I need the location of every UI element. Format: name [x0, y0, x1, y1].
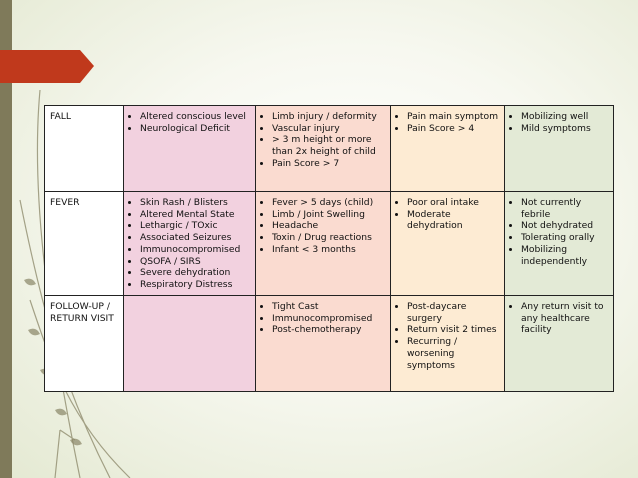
criteria-list [261, 301, 385, 336]
list-item: • Post-daycare surgery [407, 301, 499, 324]
list-item: • Lethargic / TOxic [140, 220, 250, 232]
list-item: • Altered Mental State [140, 209, 250, 221]
triage-criteria-table [44, 105, 614, 392]
list-item: • Mild symptoms [521, 123, 608, 135]
table-cell [256, 296, 391, 392]
row-label: FEVER [45, 192, 124, 296]
list-item: • Altered conscious level [140, 111, 250, 123]
list-item: • Associated Seizures [140, 232, 250, 244]
list-item: • Post-chemotherapy [272, 324, 385, 336]
list-item: • Fever > 5 days (child) [272, 197, 385, 209]
list-item: • Headache [272, 220, 385, 232]
criteria-list [129, 111, 250, 134]
list-item: • Tolerating orally [521, 232, 608, 244]
table-row [45, 106, 614, 192]
criteria-list [396, 301, 499, 371]
table-cell [505, 192, 614, 296]
list-item: • Pain Score > 4 [407, 123, 499, 135]
list-item: • Neurological Deficit [140, 123, 250, 135]
list-item: • Mobilizing independently [521, 244, 608, 267]
row-label: FALL [45, 106, 124, 192]
list-item: • Immunocompromised [140, 244, 250, 256]
table-cell [391, 296, 505, 392]
table-row [45, 296, 614, 392]
list-item: • Respiratory Distress [140, 279, 250, 291]
criteria-list [396, 197, 499, 232]
list-item: • Not dehydrated [521, 220, 608, 232]
criteria-list [510, 197, 608, 267]
list-item: • Infant < 3 months [272, 244, 385, 256]
table-cell [124, 192, 256, 296]
table-cell [505, 106, 614, 192]
list-item: • Recurring / worsening symptoms [407, 336, 499, 371]
list-item: • Mobilizing well [521, 111, 608, 123]
list-item: • Moderate dehydration [407, 209, 499, 232]
list-item: • Severe dehydration [140, 267, 250, 279]
list-item: • Poor oral intake [407, 197, 499, 209]
table-cell [505, 296, 614, 392]
slide-arrow-tab [0, 50, 94, 83]
list-item: • Pain Score > 7 [272, 158, 385, 170]
table-cell [124, 106, 256, 192]
list-item: • > 3 m height or more than 2x height of child [272, 134, 385, 157]
list-item: • Limb injury / deformity [272, 111, 385, 123]
table-cell [391, 192, 505, 296]
table-cell [256, 106, 391, 192]
criteria-list [510, 301, 608, 336]
criteria-list [261, 111, 385, 170]
list-item: • QSOFA / SIRS [140, 256, 250, 268]
list-item: • Immunocompromised [272, 313, 385, 325]
list-item: • Toxin / Drug reactions [272, 232, 385, 244]
table-row [45, 192, 614, 296]
criteria-list [396, 111, 499, 134]
table-cell [124, 296, 256, 392]
list-item: • Not currently febrile [521, 197, 608, 220]
criteria-list [261, 197, 385, 256]
list-item: • Any return visit to any healthcare facility [521, 301, 608, 336]
criteria-list [129, 197, 250, 291]
list-item: • Skin Rash / Blisters [140, 197, 250, 209]
table-cell [256, 192, 391, 296]
list-item: • Return visit 2 times [407, 324, 499, 336]
list-item: • Pain main symptom [407, 111, 499, 123]
list-item: • Tight Cast [272, 301, 385, 313]
table-cell [391, 106, 505, 192]
list-item: • Limb / Joint Swelling [272, 209, 385, 221]
criteria-list [510, 111, 608, 134]
list-item: • Vascular injury [272, 123, 385, 135]
row-label: FOLLOW-UP / RETURN VISIT [45, 296, 124, 392]
